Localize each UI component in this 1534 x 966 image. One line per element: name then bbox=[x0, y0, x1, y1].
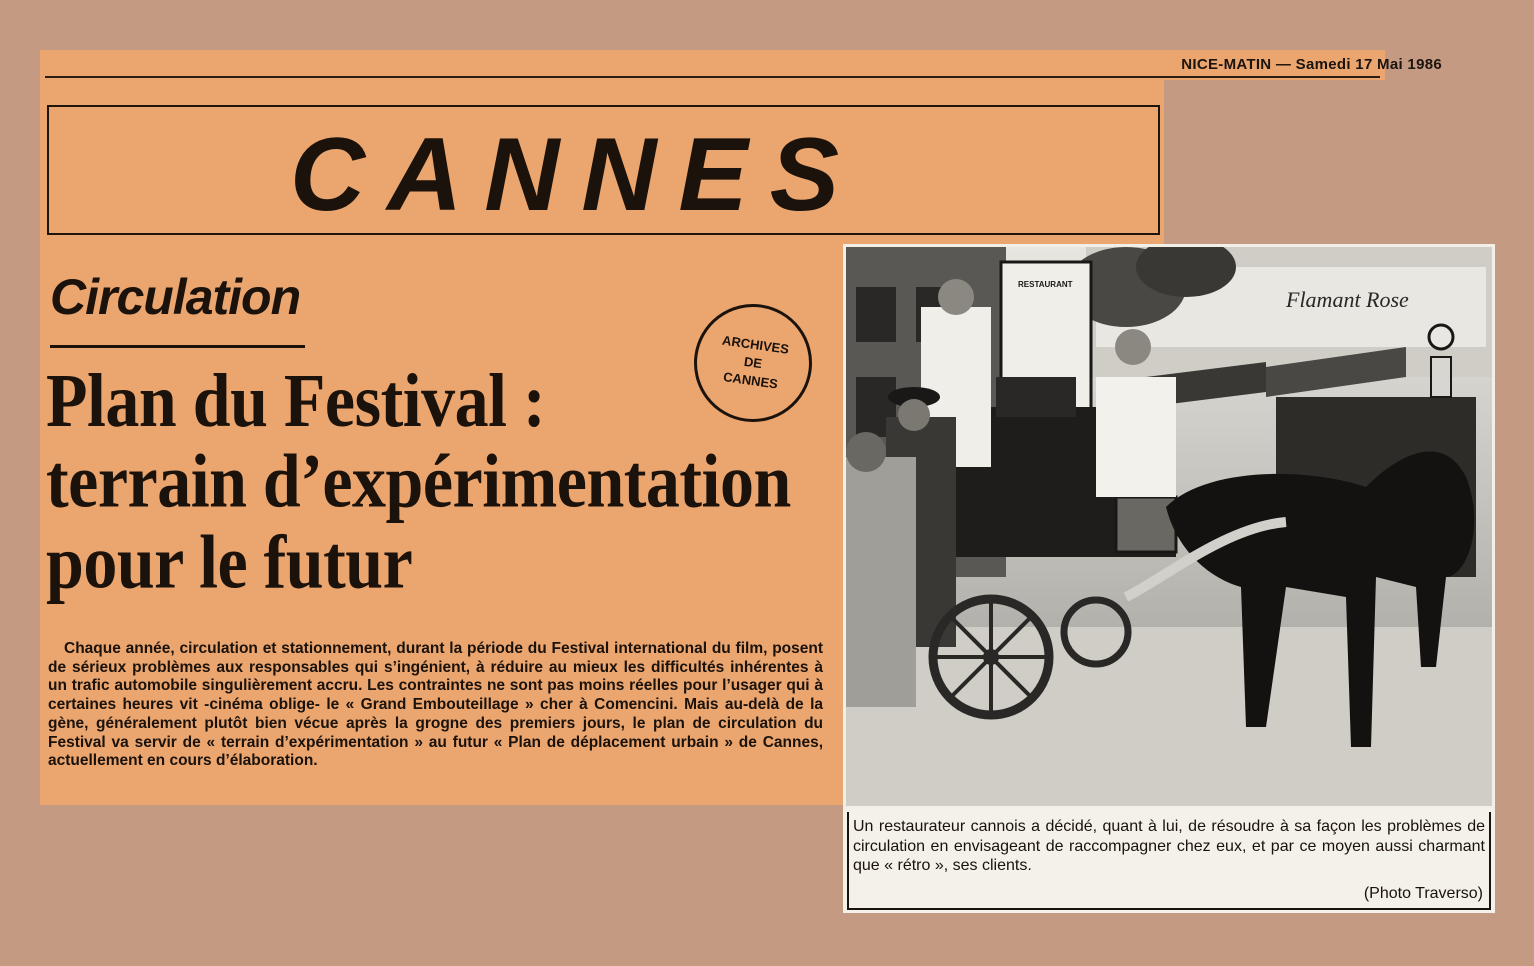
photo-credit: (Photo Traverso) bbox=[1363, 885, 1483, 902]
stamp-line: ARCHIVES bbox=[721, 332, 790, 357]
kicker-underline bbox=[50, 345, 305, 348]
stamp-line: CANNES bbox=[722, 369, 779, 392]
storefront-sign: Flamant Rose bbox=[1286, 287, 1409, 312]
carriage-sign: RESTAURANT bbox=[1018, 280, 1073, 289]
dateline: NICE-MATIN — Samedi 17 Mai 1986 bbox=[1181, 56, 1442, 73]
article-kicker: Circulation bbox=[50, 269, 301, 325]
news-photo bbox=[843, 244, 1495, 809]
photo-horse-carriage bbox=[846, 247, 1492, 806]
headline-line: pour le futur bbox=[46, 519, 413, 605]
top-rule bbox=[45, 76, 1380, 78]
photo-caption-box bbox=[843, 809, 1495, 913]
photo-caption: Un restaurateur cannois a décidé, quant à lui, de résoudre à sa façon les problèmes de circulation en envisageant de raccompagner chez eux, et par ce moyen aussi charmant que « rétro », ses clients. bbox=[853, 818, 1485, 874]
headline-line: Plan du Festival : bbox=[46, 357, 546, 443]
section-title: CANNES bbox=[290, 117, 862, 233]
headline-line: terrain d’expérimentation bbox=[46, 438, 791, 524]
article-headline bbox=[46, 357, 791, 605]
stamp-line: DE bbox=[743, 353, 764, 372]
article-body: Chaque année, circulation et stationnement, durant la période du Festival international du film, posent de sérieux problèmes aux responsables qui s’ingénient, à réduire au mieux les difficultés inhérentes à un trafic automobile singulièrement accru. Les contraintes ne sont pas moins réelles pour l’usager qui à certaines heures vit -cinéma oblige- le « Grand Embouteillage » cher à Comencini. Mais au-delà de la gène, généralement plutôt bien vécue après la grogne des premiers jours, le plan de circulation du Festival va servir de « terrain d’expérimentation » au futur « Plan de déplacement urbain » de Cannes, actuellement en cours d’élaboration. bbox=[48, 640, 823, 770]
